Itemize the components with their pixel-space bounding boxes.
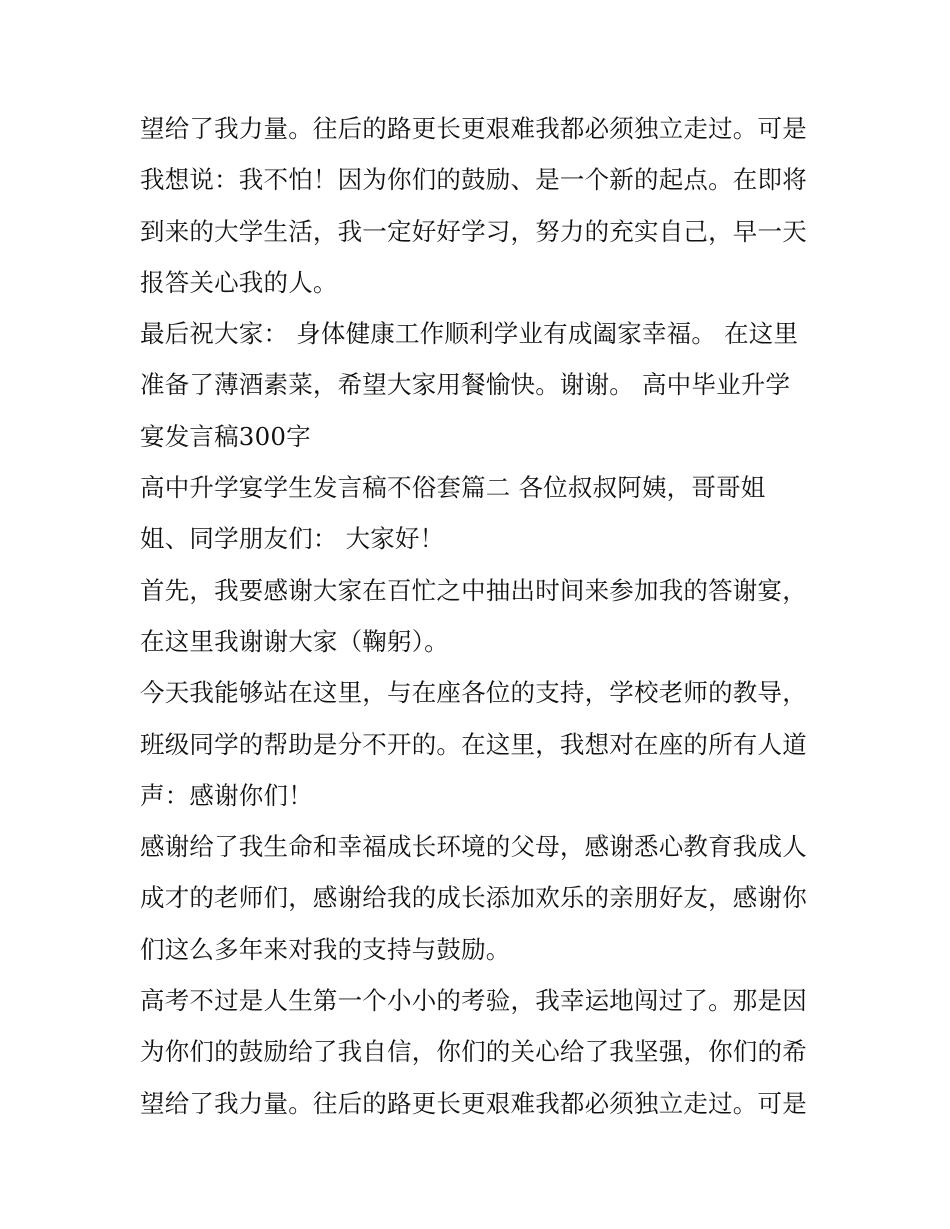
text-line: 我想说：我不怕！因为你们的鼓励、是一个新的起点。在即将 xyxy=(140,165,807,195)
text-line: 望给了我力量。往后的路更长更艰难我都必须独立走过。可是 xyxy=(140,114,807,143)
text-line: 为你们的鼓励给了我自信，你们的关心给了我坚强，你们的希 xyxy=(140,1037,807,1067)
document-body xyxy=(140,103,830,1129)
text-line: 在这里我谢谢大家（鞠躬）。 xyxy=(140,626,449,656)
text-line: 准备了薄酒素菜，希望大家用餐愉快。谢谢。 高中毕业升学 xyxy=(140,370,791,400)
text-line: 望给了我力量。往后的路更长更艰难我都必须独立走过。可是 xyxy=(140,1088,807,1118)
text-line: 最后祝大家： 身体健康工作顺利学业有成阖家幸福。 在这里 xyxy=(140,319,799,349)
text-line: 班级同学的帮助是分不开的。在这里，我想对在座的所有人道 xyxy=(140,729,807,759)
text-line: 感谢给了我生命和幸福成长环境的父母，感谢悉心教育我成人 xyxy=(140,832,807,862)
text-line: 姐、同学朋友们： 大家好！ xyxy=(140,524,445,554)
text-line: 高考不过是人生第一个小小的考验，我幸运地闯过了。那是因 xyxy=(140,986,807,1016)
text-line: 们这么多年来对我的支持与鼓励。 xyxy=(140,934,511,964)
text-line: 到来的大学生活，我一定好好学习，努力的充实自己，早一天 xyxy=(140,216,807,246)
text-line: 声：感谢你们！ xyxy=(140,780,313,810)
text-line: 首先，我要感谢大家在百忙之中抽出时间来参加我的答谢宴， xyxy=(140,575,807,605)
text-line: 成才的老师们，感谢给我的成长添加欢乐的亲朋好友，感谢你 xyxy=(140,883,807,913)
text-line: 宴发言稿300字 xyxy=(140,421,311,451)
text-line: 今天我能够站在这里，与在座各位的支持，学校老师的教导， xyxy=(140,678,807,708)
text-line: 高中升学宴学生发言稿不俗套篇二 各位叔叔阿姨，哥哥姐 xyxy=(140,473,766,503)
text-line: 报答关心我的人。 xyxy=(140,267,338,297)
